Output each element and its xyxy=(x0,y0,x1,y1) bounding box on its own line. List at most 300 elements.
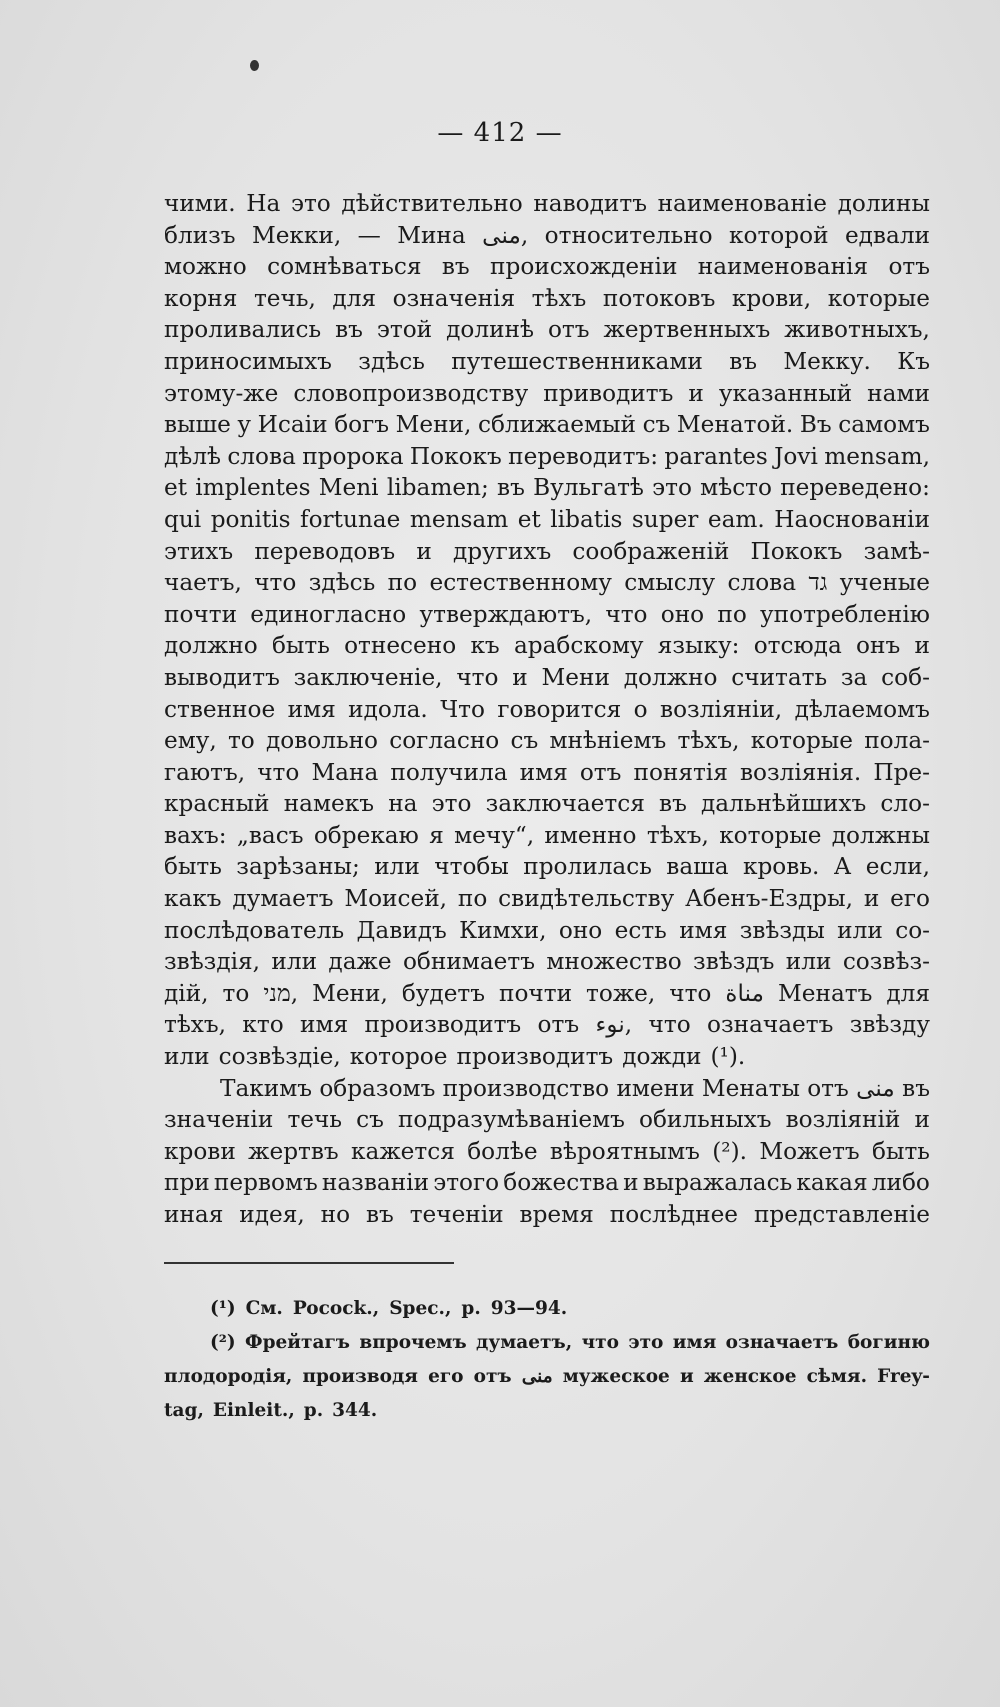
word: имени xyxy=(616,1074,695,1102)
word: производитъ xyxy=(364,1011,522,1039)
text-line xyxy=(164,409,930,441)
word: потоковъ xyxy=(602,284,716,312)
word: время xyxy=(519,1201,594,1228)
word: представленіе xyxy=(753,1201,930,1228)
word: либо xyxy=(871,1169,930,1197)
word: fortunae xyxy=(300,505,401,533)
footnote-line xyxy=(164,1326,930,1360)
word: звѣзду xyxy=(849,1011,930,1039)
word: Meni xyxy=(318,474,379,502)
word: super xyxy=(631,505,699,533)
footnote-line xyxy=(164,1360,930,1394)
word: имя xyxy=(287,695,336,723)
word: въ xyxy=(729,347,758,375)
word: намекъ xyxy=(283,790,374,818)
word: и xyxy=(914,1106,930,1134)
word: или xyxy=(374,853,420,881)
word: мѣсто xyxy=(700,474,772,502)
word: довольно xyxy=(265,727,379,755)
word: (²) xyxy=(210,1332,236,1353)
word: сло- xyxy=(880,790,930,818)
word: по xyxy=(717,600,747,628)
word: 93—94. xyxy=(490,1298,568,1319)
word: ponitis xyxy=(210,505,291,533)
word: это xyxy=(290,190,331,217)
word: должно xyxy=(623,663,718,691)
word: имя xyxy=(679,916,728,944)
text-line xyxy=(164,725,930,757)
word: возліяніи, xyxy=(660,695,783,723)
word: Пококъ xyxy=(750,537,843,565)
word: у xyxy=(237,411,252,439)
word: мечу“, xyxy=(454,821,535,849)
word: крови xyxy=(164,1137,236,1165)
word: соображеній xyxy=(572,537,730,565)
word: должно xyxy=(164,632,258,660)
word: Мени, xyxy=(395,411,472,439)
word: Мени xyxy=(541,663,610,691)
text-line xyxy=(164,788,930,820)
word: со- xyxy=(895,916,930,944)
word: богъ xyxy=(334,411,390,439)
word: долины xyxy=(837,190,930,217)
word: звѣздъ xyxy=(693,948,775,976)
word: пола- xyxy=(864,727,930,755)
word: переводитъ: xyxy=(508,442,659,470)
word: быть xyxy=(872,1137,930,1165)
word: тѣхъ xyxy=(531,284,587,312)
word: выражалась xyxy=(642,1169,793,1197)
word: mensam xyxy=(409,505,509,533)
word: именно xyxy=(544,821,637,849)
word: ему, xyxy=(164,727,217,755)
word: слова xyxy=(727,569,797,597)
word: этому-же xyxy=(164,379,279,407)
word: implentes xyxy=(195,474,311,502)
word: впрочемъ xyxy=(359,1332,467,1353)
word: Менаты xyxy=(701,1074,800,1102)
word: parantes xyxy=(664,442,768,470)
word: Einleit., xyxy=(212,1400,295,1421)
word: смыслу xyxy=(624,569,716,597)
word: и xyxy=(863,885,880,913)
word: божества xyxy=(503,1169,619,1197)
word: дѣлаемомъ xyxy=(794,695,930,723)
word: 344. xyxy=(332,1400,378,1421)
word: Мина xyxy=(397,221,466,249)
word: здѣсь xyxy=(358,347,425,375)
word: ственное xyxy=(164,695,276,723)
word: согласно xyxy=(389,727,500,755)
word: нами xyxy=(867,379,930,407)
word: за xyxy=(840,663,868,691)
word: что xyxy=(581,1332,619,1353)
page-number: — 412 — xyxy=(437,118,563,148)
word: близъ xyxy=(164,221,236,249)
word: Мекку. xyxy=(783,347,871,375)
word: его xyxy=(890,885,930,913)
word: مناة xyxy=(725,979,765,1007)
word: какъ xyxy=(164,885,222,913)
word: возліяній xyxy=(785,1106,901,1134)
word: означаетъ xyxy=(707,1011,834,1039)
text-line xyxy=(164,1136,930,1168)
word: Моисей, xyxy=(344,885,448,913)
word: приводитъ xyxy=(543,379,674,407)
text-line xyxy=(164,915,930,947)
word: звѣздія, xyxy=(164,948,261,976)
word: оно xyxy=(660,600,705,628)
word: будетъ xyxy=(401,979,486,1007)
word: можно xyxy=(164,253,247,281)
word: отъ xyxy=(888,253,930,281)
word: Такимъ xyxy=(220,1074,313,1102)
word: Давидъ xyxy=(356,916,447,944)
word: и xyxy=(512,663,528,691)
text-line xyxy=(164,694,930,726)
word: „васъ xyxy=(236,821,304,849)
text-line xyxy=(164,851,930,883)
footnote-rule xyxy=(164,1262,454,1264)
text-line xyxy=(164,946,930,978)
word: См. xyxy=(245,1298,283,1319)
footnote-line xyxy=(164,1292,930,1326)
word: или xyxy=(271,948,318,976)
word: тѣхъ, xyxy=(646,821,709,849)
word: въ xyxy=(659,790,687,818)
word: кровь. xyxy=(742,853,820,881)
word: употребленію xyxy=(760,600,930,628)
word: дій, xyxy=(164,979,209,1007)
word: множество xyxy=(546,948,682,976)
word: послѣднее xyxy=(609,1201,739,1228)
word: и xyxy=(914,632,930,660)
word: что xyxy=(254,569,297,597)
word: производство xyxy=(442,1074,610,1102)
text-line xyxy=(164,1199,930,1231)
word: Менатой. xyxy=(676,411,794,439)
word: что xyxy=(669,979,712,1007)
word: отъ xyxy=(537,1011,580,1039)
word: считать xyxy=(731,663,828,691)
word: означаетъ xyxy=(725,1332,839,1353)
word: красный xyxy=(164,790,270,818)
word: которое xyxy=(349,1043,448,1071)
word: Фрейтагъ xyxy=(245,1332,350,1353)
word: и xyxy=(688,379,704,407)
word: другихъ xyxy=(453,537,552,565)
word: быть xyxy=(271,632,330,660)
word: иная xyxy=(164,1201,224,1228)
word: tag, xyxy=(164,1400,204,1421)
word: (¹). xyxy=(710,1043,746,1071)
word: я xyxy=(429,821,444,849)
word: Къ xyxy=(897,347,930,375)
text-line xyxy=(164,1104,930,1136)
word: Абенъ-Ездры, xyxy=(685,885,853,913)
word: отъ xyxy=(807,1074,849,1102)
word: (²). xyxy=(712,1137,747,1165)
word: въ xyxy=(441,253,470,281)
word: Наоснованіи xyxy=(774,505,930,533)
word: отнесено xyxy=(344,632,457,660)
text-line xyxy=(164,472,930,504)
word: которые xyxy=(827,284,930,312)
word: созвѣздіе, xyxy=(218,1043,341,1071)
word: производя xyxy=(302,1366,418,1387)
word: переводовъ xyxy=(254,537,396,565)
word: сомнѣваться xyxy=(267,253,422,281)
word: Пококъ xyxy=(409,442,502,470)
word: животныхъ, xyxy=(784,316,930,344)
word: отъ xyxy=(579,758,622,786)
text-line xyxy=(164,441,930,473)
text-line xyxy=(164,630,930,662)
word: думаетъ, xyxy=(476,1332,573,1353)
word: наводитъ xyxy=(533,190,647,217)
word: и xyxy=(416,537,432,565)
word: языку: xyxy=(657,632,740,660)
word: должны xyxy=(831,821,930,849)
footnotes xyxy=(164,1292,930,1428)
word: созвѣз- xyxy=(842,948,930,976)
word: дальнѣйшихъ xyxy=(701,790,867,818)
word: дожди xyxy=(622,1043,702,1071)
word: о xyxy=(633,695,648,723)
word: et xyxy=(164,474,188,502)
word: гаютъ, xyxy=(164,758,246,786)
word: говорится xyxy=(497,695,622,723)
word: eam. xyxy=(707,505,765,533)
word: по xyxy=(457,885,488,913)
word: указанный xyxy=(718,379,853,407)
word: этой xyxy=(376,316,433,344)
word: Мени, xyxy=(312,979,388,1007)
text-line xyxy=(164,1073,930,1105)
word: Spec., xyxy=(389,1298,452,1319)
word: проливались xyxy=(164,316,322,344)
word: подразумѣваніемъ xyxy=(397,1106,625,1134)
word: то xyxy=(227,727,255,755)
word: мнѣніемъ xyxy=(549,727,667,755)
word: получила xyxy=(390,758,508,786)
word: онъ xyxy=(856,632,901,660)
word: p. xyxy=(303,1400,324,1421)
text-line xyxy=(164,314,930,346)
word: жертвъ xyxy=(248,1137,339,1165)
word: mensam, xyxy=(824,442,930,470)
text-line xyxy=(164,220,930,252)
word: здѣсь xyxy=(308,569,376,597)
word: тѣхъ, xyxy=(164,1011,227,1039)
word: обильныхъ xyxy=(639,1106,772,1134)
word: ученые xyxy=(839,569,930,597)
word: libamen; xyxy=(386,474,489,502)
word: вахъ: xyxy=(164,821,227,849)
word: чими. xyxy=(164,190,236,217)
word: это xyxy=(652,474,692,502)
word: есть xyxy=(614,916,667,944)
word: первомъ xyxy=(213,1169,318,1197)
word: отъ xyxy=(473,1366,512,1387)
word: отсюда xyxy=(753,632,842,660)
word: что xyxy=(456,663,499,691)
word: пророка xyxy=(302,442,404,470)
word: выше xyxy=(164,411,231,439)
text-line xyxy=(164,567,930,599)
word: жертвенныхъ xyxy=(603,316,771,344)
text-line xyxy=(164,1041,930,1073)
word: или xyxy=(837,916,883,944)
word: течь, xyxy=(253,284,316,312)
body-text xyxy=(164,188,930,1231)
word: переведено: xyxy=(780,474,930,502)
word: ваша xyxy=(666,853,729,881)
word: кто xyxy=(242,1011,284,1039)
word: или xyxy=(785,948,832,976)
word: На xyxy=(246,190,281,217)
text-line xyxy=(164,757,930,789)
word: течь xyxy=(287,1106,342,1134)
word: этихъ xyxy=(164,537,234,565)
text-line xyxy=(164,978,930,1010)
word: производитъ xyxy=(456,1043,614,1071)
word: мужеское xyxy=(562,1366,670,1387)
word: которые xyxy=(750,727,853,755)
word: которые xyxy=(719,821,822,849)
word: чаетъ, xyxy=(164,569,242,597)
word: дѣйствительно xyxy=(341,190,523,217)
word: женское xyxy=(703,1366,797,1387)
word: сѣмя. xyxy=(806,1366,868,1387)
word: Кимхи, xyxy=(459,916,547,944)
word: для xyxy=(886,979,930,1007)
word: кажется xyxy=(351,1137,455,1165)
text-line xyxy=(164,283,930,315)
word: Jovi xyxy=(774,442,818,470)
word: libatis xyxy=(550,505,623,533)
text-line xyxy=(164,599,930,631)
word: его xyxy=(428,1366,464,1387)
word: Мана xyxy=(311,758,379,786)
word: естественному xyxy=(429,569,612,597)
word: А xyxy=(833,853,852,881)
text-line xyxy=(164,188,930,220)
word: обрекаю xyxy=(313,821,419,849)
word: съ xyxy=(642,411,671,439)
word: единогласно xyxy=(250,600,407,628)
word: отъ xyxy=(547,316,590,344)
word: что xyxy=(605,600,648,628)
word: наименованіе xyxy=(657,190,827,217)
word: тѣхъ, xyxy=(677,727,740,755)
word: منى xyxy=(521,1366,553,1387)
word: какая xyxy=(796,1169,868,1197)
word: почти xyxy=(164,600,238,628)
word: пролилась xyxy=(523,853,652,881)
word: Въ xyxy=(799,411,832,439)
word: быть xyxy=(164,853,222,881)
text-line xyxy=(164,251,930,283)
word: въ xyxy=(365,1201,394,1228)
word: منى xyxy=(856,1074,895,1102)
word: et xyxy=(517,505,541,533)
word: сближаемый xyxy=(477,411,636,439)
word: — xyxy=(357,221,381,249)
word: имя xyxy=(519,758,568,786)
word: גד xyxy=(808,569,828,597)
word: путешественниками xyxy=(451,347,703,375)
word: идола. xyxy=(348,695,428,723)
word: значеніи xyxy=(164,1106,274,1134)
word: Вульгатѣ xyxy=(533,474,644,502)
word: если, xyxy=(865,853,930,881)
word: منى, xyxy=(482,221,529,249)
word: نوء, xyxy=(595,1011,633,1039)
word: что xyxy=(257,758,300,786)
word: зарѣзаны; xyxy=(236,853,360,881)
word: этого xyxy=(433,1169,500,1197)
word: въ xyxy=(497,474,525,502)
word: имя xyxy=(300,1011,349,1039)
word: означенія xyxy=(392,284,516,312)
word: соб- xyxy=(881,663,930,691)
word: арабскому xyxy=(513,632,644,660)
word: звѣзды xyxy=(739,916,825,944)
text-line xyxy=(164,536,930,568)
word: Можетъ xyxy=(759,1137,860,1165)
word: Мекки, xyxy=(251,221,342,249)
word: названіи xyxy=(321,1169,430,1197)
word: заключается xyxy=(485,790,645,818)
text-line xyxy=(164,1167,930,1199)
word: даже xyxy=(328,948,392,976)
word: p. xyxy=(461,1298,481,1319)
word: утверждаютъ, xyxy=(419,600,593,628)
word: это xyxy=(628,1332,664,1353)
word: слова xyxy=(227,442,296,470)
word: заключеніе, xyxy=(293,663,443,691)
text-line xyxy=(164,820,930,852)
text-line xyxy=(164,378,930,410)
word: относительно xyxy=(544,221,713,249)
word: вѣроятнымъ xyxy=(549,1137,700,1165)
text-line xyxy=(164,346,930,378)
word: тоже, xyxy=(586,979,656,1007)
word: чтобы xyxy=(434,853,509,881)
word: съ xyxy=(356,1106,384,1134)
word: по xyxy=(387,569,418,597)
word: Что xyxy=(440,695,485,723)
word: (¹) xyxy=(210,1298,236,1319)
word: самомъ xyxy=(838,411,930,439)
word: едвали xyxy=(844,221,930,249)
word: свидѣтельству xyxy=(498,885,675,913)
word: понятія xyxy=(633,758,728,786)
word: Frey- xyxy=(877,1366,930,1387)
word: что xyxy=(648,1011,691,1039)
word: при xyxy=(164,1169,210,1197)
word: наименованія xyxy=(697,253,869,281)
word: послѣдователь xyxy=(164,916,345,944)
word: крови, xyxy=(731,284,812,312)
word: словопроизводству xyxy=(293,379,529,407)
word: образомъ xyxy=(319,1074,436,1102)
word: то xyxy=(222,979,250,1007)
text-line xyxy=(164,504,930,536)
word: но xyxy=(320,1201,351,1228)
word: מני, xyxy=(263,979,299,1007)
